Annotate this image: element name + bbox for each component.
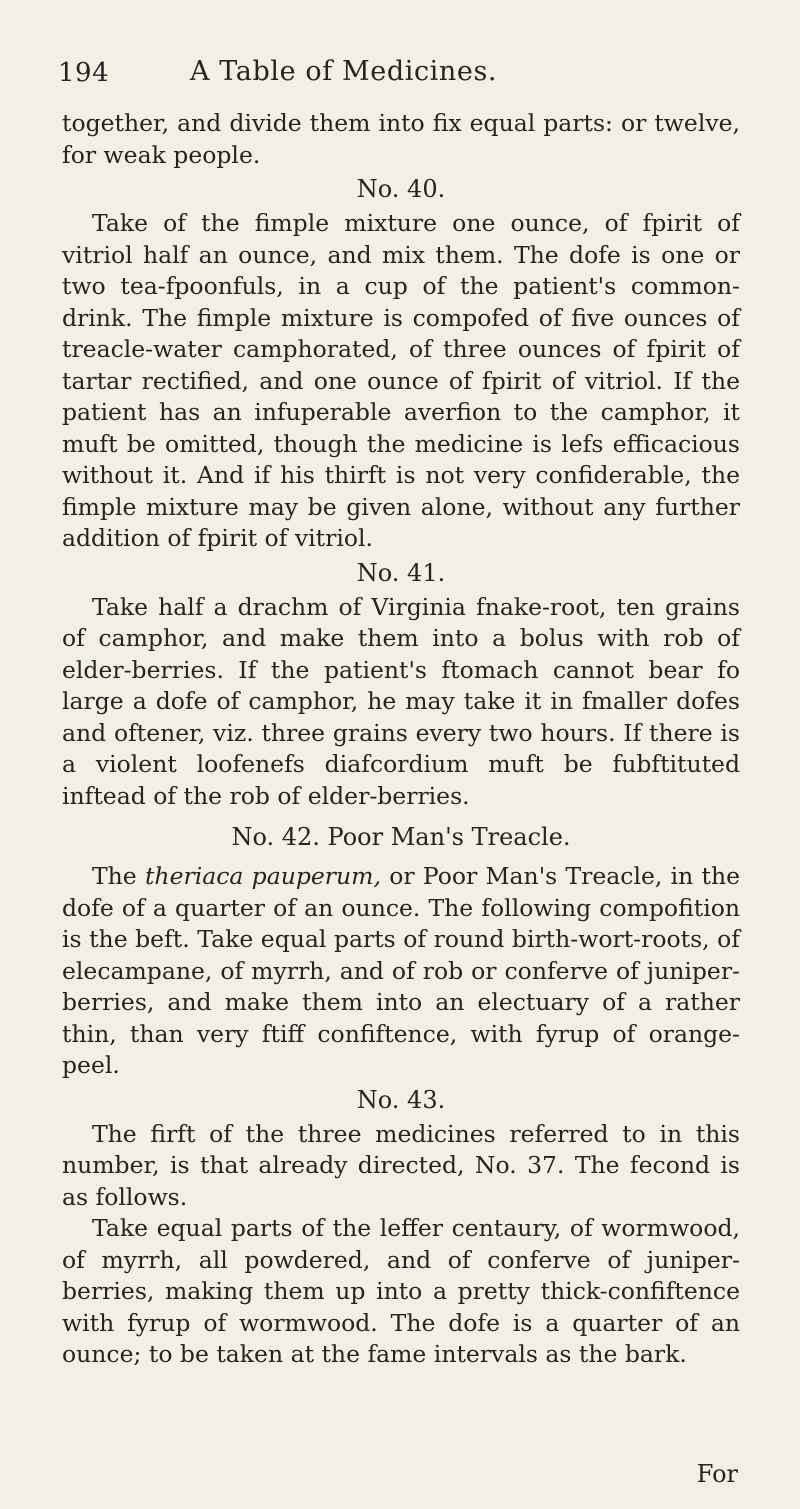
- recipe-no-43: [62, 1085, 740, 1371]
- recipe-no-40: [62, 174, 740, 555]
- recipe-paragraph: Take of the fimple mixture one ounce, of fpirit of vitriol half an ounce, and mix them. The dofe is one or two tea-fpoonfuls, in a cup of the patient's common-drink. The fimple mixture is compofed of five ounces of treacle-water camphorated, of three ounces of fpirit of tartar rectified, and one ounce of fpirit of vitriol. If the patient has an infuperable averfion to the camphor, it muft be omitted, though the medicine is lefs efficacious without it. And if his thirft is not very confiderable, the fimple mixture may be given alone, without any further addition of fpirit of vitriol.: [62, 209, 740, 552]
- recipe-heading: [62, 822, 740, 853]
- opening-paragraph: together, and divide them into fix equal parts: or twelve, for weak people.: [62, 109, 740, 169]
- recipe-paragraph-2: Take equal parts of the leffer centaury, of wormwood, of myrrh, all powdered, and of conferve of juniper-berries, making them up into a pretty thick-confiftence with fyrup of wormwood. The dofe is a quarter of an ounce; to be taken at the fame intervals as the bark.: [62, 1214, 740, 1368]
- recipe-paragraph: [62, 861, 740, 1082]
- paragraph-body: or Poor Man's Treacle, in the dofe of a quarter of an ounce. The following compofition is the beft. Take equal parts of round birth-wort-roots, of elecampane, of myrrh, and of rob or conferve of juniper-berries, and make them into an electuary of a rather thin, than very ftiff confiftence, with fyrup of orange-peel.: [62, 862, 741, 1079]
- recipe-heading: No. 41.: [356, 558, 446, 587]
- catchword: For: [696, 1460, 738, 1488]
- running-title: A Table of Medicines.: [190, 56, 498, 87]
- recipe-number: No. 42.: [231, 823, 320, 851]
- recipe-no-42: [62, 822, 740, 1082]
- paragraph-lead: The: [92, 862, 145, 890]
- opening-block: [62, 108, 740, 171]
- running-head: [58, 56, 740, 102]
- page-number: 194: [58, 58, 110, 88]
- recipe-heading: No. 43.: [356, 1085, 446, 1114]
- latin-term: theriaca pauperum,: [144, 862, 381, 890]
- recipe-title: Poor Man's Treacle.: [327, 823, 571, 851]
- recipe-no-41: [62, 558, 740, 813]
- recipe-paragraph: Take half a drachm of Virginia fnake-root, ten grains of camphor, and make them into a bolus with rob of elder-berries. If the patient's ftomach cannot bear fo large a dofe of camphor, he may take it in fmaller dofes and oftener, viz. three grains every two hours. If there is a violent loofenefs diafcordium muft be fubftituted inftead of the rob of elder-berries.: [62, 592, 740, 810]
- recipe-paragraph: The firft of the three medicines referred to in this number, is that already directed, No. 37. The fecond is as follows.: [62, 1119, 740, 1211]
- recipe-heading: No. 40.: [356, 175, 446, 203]
